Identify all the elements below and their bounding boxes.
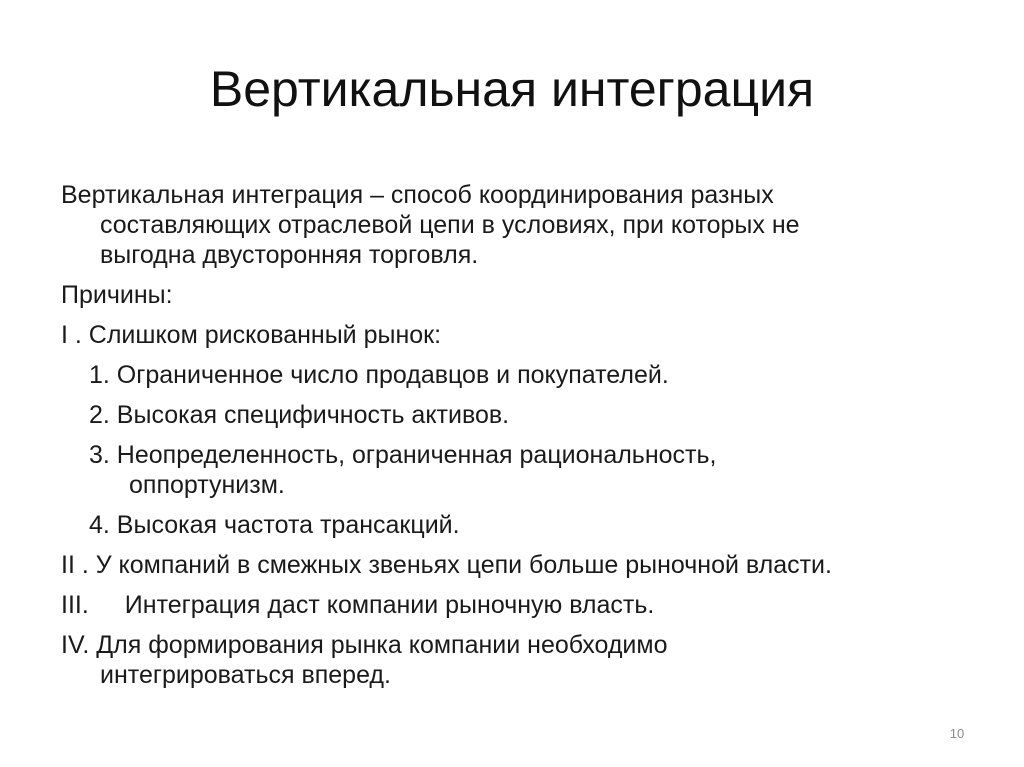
- slide-title: Вертикальная интеграция: [209, 61, 815, 117]
- reason-1: I . Слишком рискованный рынок:: [61, 321, 442, 349]
- reason-1-sub-3-line-2: оппортунизм.: [129, 471, 285, 499]
- definition-line-2: составляющих отраслевой цепи в условиях, при которых не: [100, 211, 800, 239]
- reason-3-text: Интеграция даст компании рыночную власть.: [124, 591, 655, 619]
- reason-2: II . У компаний в смежных звеньях цепи больше рыночной власти.: [61, 551, 832, 579]
- reason-1-sub-3-line-1: 3. Неопределенность, ограниченная рациональность,: [89, 441, 717, 469]
- definition-paragraph: [61, 180, 961, 270]
- reason-4-line-1: IV. Для формирования рынка компании необходимо: [61, 631, 668, 659]
- reason-3: [61, 590, 961, 620]
- definition-line-3: выгодна двусторонняя торговля.: [100, 241, 479, 269]
- reason-3-numeral: III.: [61, 591, 89, 619]
- reason-4-line-2: интегрироваться вперед.: [100, 661, 391, 689]
- reason-1-sub-1: 1. Ограниченное число продавцов и покупателей.: [89, 361, 669, 389]
- reason-4: [61, 630, 961, 690]
- definition-line-1: Вертикальная интеграция – способ координирования разных: [61, 181, 774, 209]
- slide-body: [61, 180, 961, 700]
- reasons-heading: Причины:: [61, 281, 173, 309]
- page-number: 10: [949, 726, 965, 741]
- reason-1-sub-2: 2. Высокая специфичность активов.: [89, 401, 510, 429]
- reason-1-sub-4: 4. Высокая частота трансакций.: [89, 511, 460, 539]
- reason-1-sub-3: [61, 440, 961, 500]
